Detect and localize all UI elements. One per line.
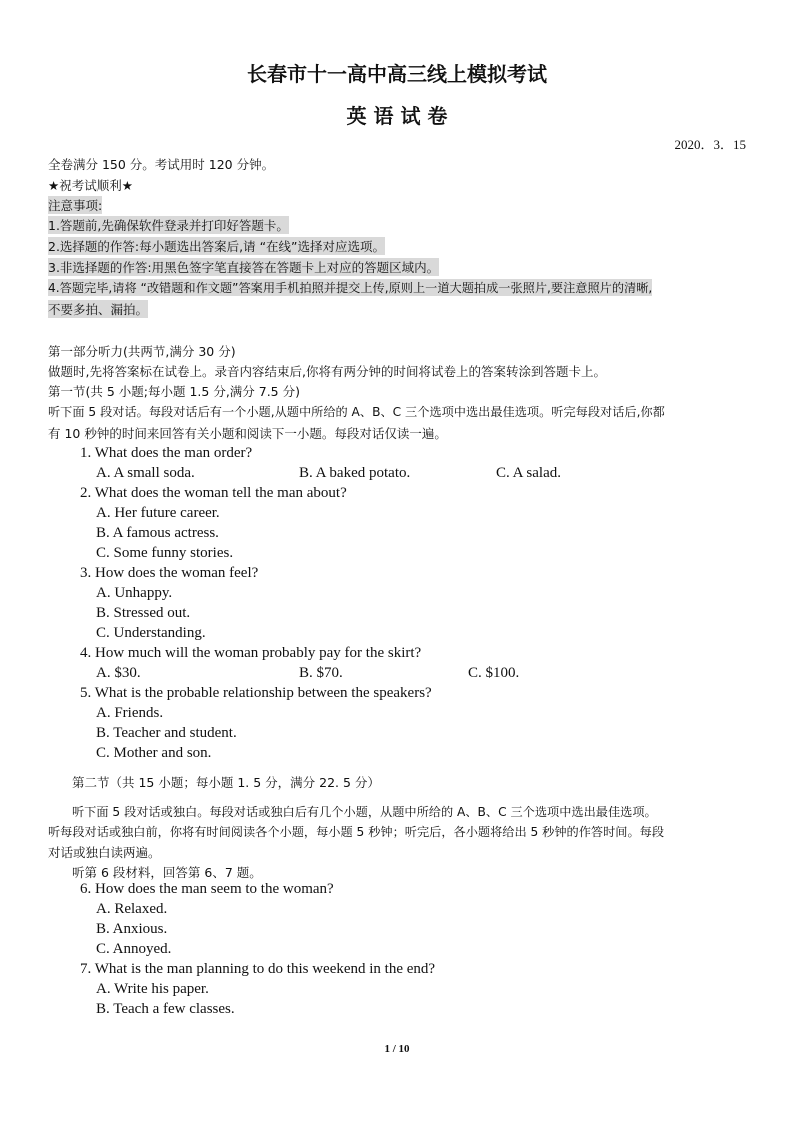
question-stem: 3. How does the woman feel?: [80, 565, 259, 581]
section2-heading: 第二节（共 15 小题；每小题 1. 5 分，满分 22. 5 分）: [72, 775, 380, 790]
wish-text: ★祝考试顺利★: [48, 178, 133, 193]
section2-instruction: 听每段对话或独白前，你将有时间阅读各个小题，每小题 5 秒钟；听完后，各小题将给出 5 秒钟的作答时间。每段: [48, 825, 665, 839]
section2-instruction: 对话或独白读两遍。: [48, 845, 161, 860]
section1-heading: 第一节(共 5 小题;每小题 1.5 分,满分 7.5 分): [48, 384, 300, 399]
question-option: C. $100.: [468, 665, 520, 681]
notice-item: 不要多拍、漏拍。: [48, 302, 149, 317]
section1-instruction: 听下面 5 段对话。每段对话后有一个小题,从题中所给的 A、B、C 三个选项中选出最佳选项。听完每段对话后,你都: [48, 405, 665, 419]
question-option: A. Her future career.: [96, 505, 220, 521]
question-stem: 6. How does the man seem to the woman?: [80, 881, 334, 897]
question-option: B. Anxious.: [96, 921, 168, 937]
exam-subtitle: 英 语 试 卷: [346, 104, 448, 128]
exam-title: 长春市十一高中高三线上模拟考试: [247, 62, 547, 86]
section2-instruction: 听下面 5 段对话或独白。每段对话或独白后有几个小题，从题中所给的 A、B、C 三个选项中选出最佳选项。: [72, 805, 657, 819]
question-stem: 1. What does the man order?: [80, 445, 253, 461]
question-option: A. Friends.: [96, 705, 164, 721]
question-option: B. A famous actress.: [96, 525, 219, 541]
question-option: C. Understanding.: [96, 625, 206, 641]
question-option: B. Teacher and student.: [96, 725, 237, 741]
question-option: A. A small soda.: [96, 465, 195, 481]
notice-title: 注意事项:: [48, 198, 103, 213]
score-time-text: 全卷满分 150 分。考试用时 120 分钟。: [48, 157, 275, 172]
notice-item: 3.非选择题的作答:用黑色签字笔直接答在答题卡上对应的答题区域内。: [48, 260, 440, 275]
question-option: C. Annoyed.: [96, 941, 172, 957]
question-option: C. Some funny stories.: [96, 545, 234, 561]
part1-heading: 第一部分听力(共两节,满分 30 分): [48, 344, 236, 359]
question-option: B. Stressed out.: [96, 605, 191, 621]
question-option: A. Relaxed.: [96, 901, 168, 917]
question-option: B. A baked potato.: [299, 465, 411, 481]
part1-instruction: 做题时,先将答案标在试卷上。录音内容结束后,你将有两分钟的时间将试卷上的答案转涂到答题卡上。: [48, 364, 606, 379]
question-option: C. A salad.: [496, 465, 562, 481]
material-note: 听第 6 段材料，回答第 6、7 题。: [72, 865, 262, 880]
question-stem: 2. What does the woman tell the man about?: [80, 485, 347, 501]
section1-instruction: 有 10 秒钟的时间来回答有关小题和阅读下一小题。每段对话仅读一遍。: [48, 426, 447, 441]
notice-item: 2.选择题的作答:每小题选出答案后,请 “在线”选择对应选项。: [48, 239, 386, 254]
notice-item: 1.答题前,先确保软件登录并打印好答题卡。: [48, 218, 289, 233]
question-option: A. $30.: [96, 665, 141, 681]
page-number: 1 / 10: [384, 1043, 410, 1055]
question-option: A. Unhappy.: [96, 585, 173, 601]
question-option: C. Mother and son.: [96, 745, 212, 761]
notice-item: 4.答题完毕,请将 “改错题和作文题”答案用手机拍照并提交上传,原则上一道大题拍成一张照片,要注意照片的清晰,: [48, 281, 653, 295]
question-option: A. Write his paper.: [96, 981, 209, 997]
question-stem: 5. What is the probable relationship between the speakers?: [80, 685, 432, 701]
exam-date: 2020．3．15: [674, 137, 746, 152]
question-stem: 4. How much will the woman probably pay for the skirt?: [80, 645, 422, 661]
question-stem: 7. What is the man planning to do this weekend in the end?: [80, 961, 436, 977]
question-option: B. $70.: [299, 665, 343, 681]
question-option: B. Teach a few classes.: [96, 1001, 235, 1017]
